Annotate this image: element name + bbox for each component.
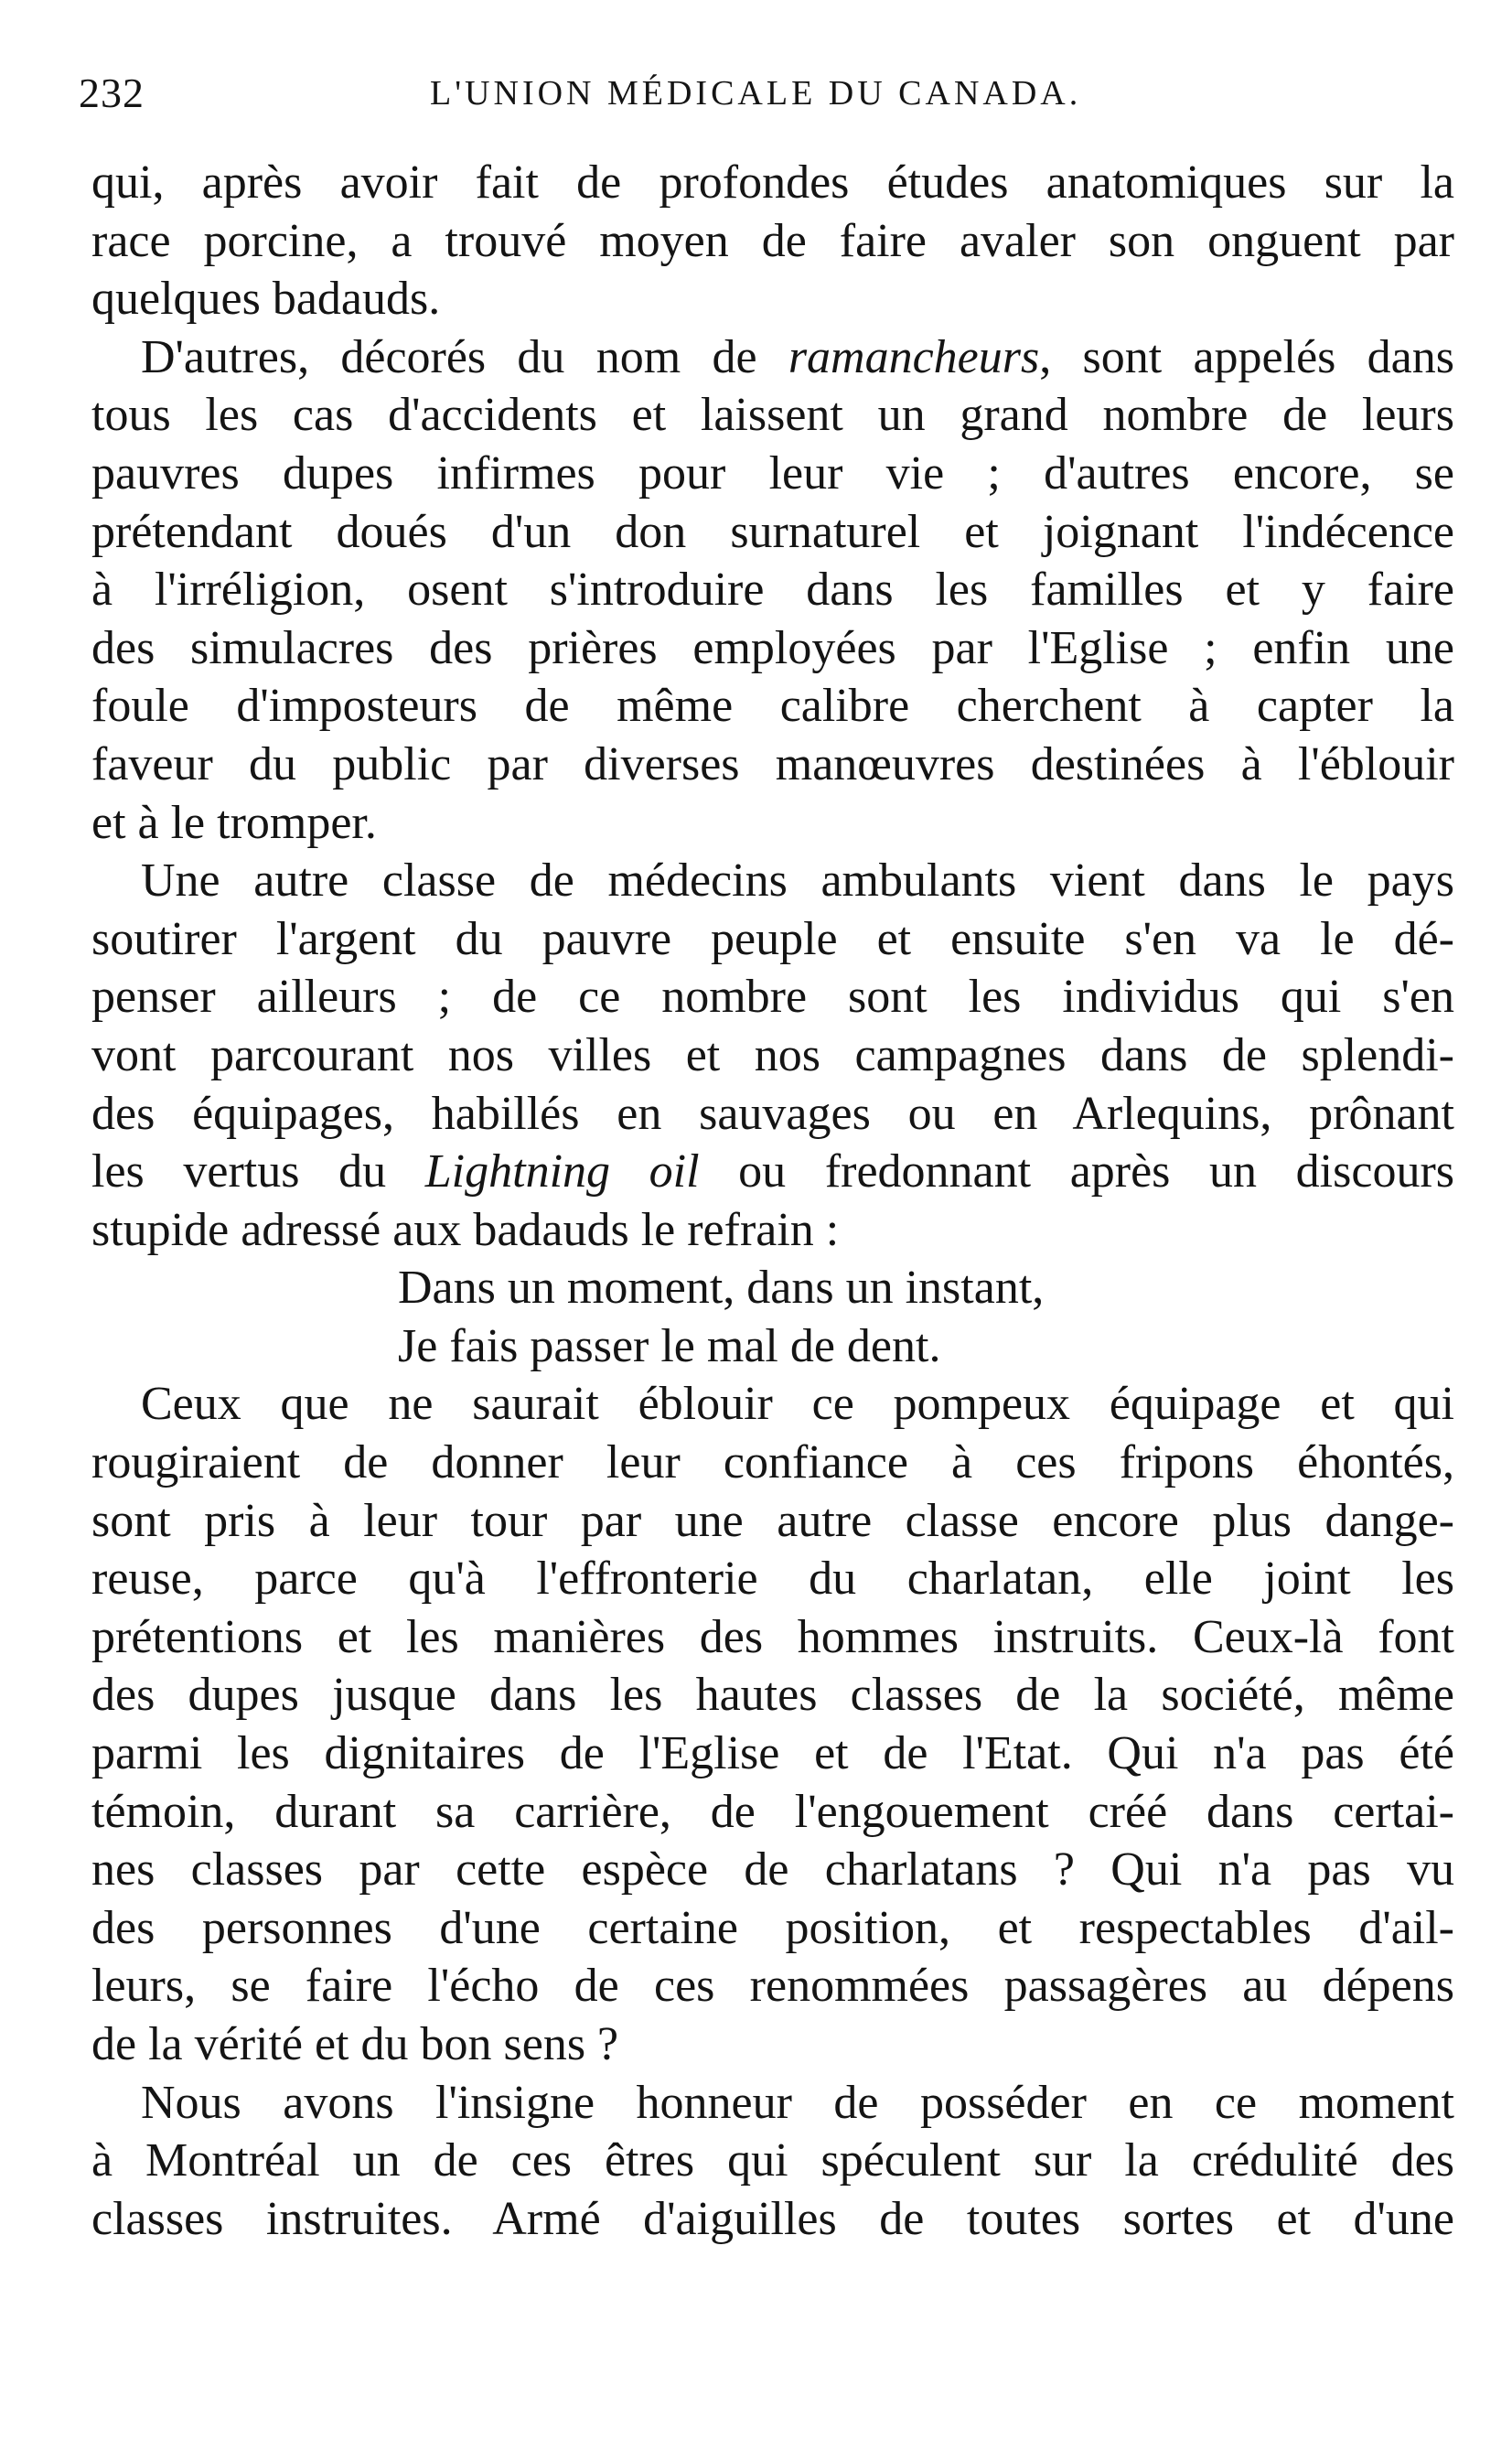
text-line: à l'irréligion, osent s'introduire dans les familles et y faire: [91, 564, 1454, 617]
text-line: faveur du public par diverses manœuvres destinées à l'éblouir: [91, 737, 1454, 790]
text-line: témoin, durant sa carrière, de l'engouement créé dans certai-: [91, 1785, 1454, 1838]
page-number: 232: [79, 70, 145, 116]
text-line: Une autre classe de médecins ambulants vient dans le pays: [141, 854, 1454, 908]
text-line: [91, 1143, 1454, 1201]
text-segment: , sont appelés dans: [1039, 330, 1454, 383]
text-line: stupide adressé aux badauds le refrain :: [91, 1203, 840, 1256]
text-line: des dupes jusque dans les hautes classes de la société, même: [91, 1669, 1454, 1722]
text-line: pauvres dupes infirmes pour leur vie ; d'autres encore, se: [91, 446, 1454, 500]
page-header: [0, 66, 1512, 121]
text-line: des simulacres des prières employées par l'Eglise ; enfin une: [91, 621, 1454, 674]
text-segment: D'autres, décorés du nom de: [141, 330, 788, 383]
body-text: [91, 154, 1454, 2248]
text-line: de la vérité et du bon sens ?: [91, 2018, 619, 2070]
text-line: classes instruites. Armé d'aiguilles de toutes sortes et d'une: [91, 2192, 1454, 2245]
text-line: tous les cas d'accidents et laissent un grand nombre de leurs: [91, 389, 1454, 442]
text-segment: les vertus du: [91, 1145, 425, 1198]
text-line: race porcine, a trouvé moyen de faire avaler son onguent par: [91, 214, 1454, 267]
text-line: prétendant doués d'un don surnaturel et joignant l'indécence: [91, 505, 1454, 558]
text-line: quelques badauds.: [91, 273, 441, 326]
text-segment: ou fredonnant après un discours: [699, 1145, 1454, 1198]
text-line: foule d'imposteurs de même calibre cherchent à capter la: [91, 680, 1454, 733]
text-line: [91, 328, 1454, 387]
italic-term: ramancheurs: [788, 330, 1040, 383]
text-line: à Montréal un de ces êtres qui spéculent sur la crédulité des: [91, 2134, 1454, 2187]
verse-line: Dans un moment, dans un instant,: [398, 1262, 1045, 1315]
verse-line: Je fais passer le mal de dent.: [398, 1319, 941, 1372]
text-line: vont parcourant nos villes et nos campagnes dans de splendi-: [91, 1028, 1454, 1081]
text-line: prétentions et les manières des hommes instruits. Ceux-là font: [91, 1610, 1454, 1663]
text-line: penser ailleurs ; de ce nombre sont les individus qui s'en: [91, 971, 1454, 1024]
text-line: qui, après avoir fait de profondes études anatomiques sur la: [91, 156, 1454, 209]
italic-term: Lightning oil: [424, 1145, 700, 1198]
text-line: Ceux que ne saurait éblouir ce pompeux équipage et qui: [141, 1378, 1454, 1431]
text-line: sont pris à leur tour par une autre classe encore plus dange-: [91, 1494, 1454, 1547]
text-line: leurs, se faire l'écho de ces renommées passagères au dépens: [91, 1960, 1454, 2013]
text-line: des équipages, habillés en sauvages ou en Arlequins, prônant: [91, 1087, 1454, 1140]
text-line: soutirer l'argent du pauvre peuple et ensuite s'en va le dé-: [91, 912, 1454, 965]
running-title: L'UNION MÉDICALE DU CANADA.: [430, 74, 1082, 113]
text-line: reuse, parce qu'à l'effronterie du charlatan, elle joint les: [91, 1553, 1454, 1606]
text-line: rougiraient de donner leur confiance à ces fripons éhontés,: [91, 1436, 1454, 1489]
text-line: nes classes par cette espèce de charlatans ? Qui n'a pas vu: [91, 1843, 1454, 1897]
text-line: des personnes d'une certaine position, et respectables d'ail-: [91, 1901, 1454, 1954]
text-line: Nous avons l'insigne honneur de posséder en ce moment: [141, 2076, 1454, 2129]
text-line: parmi les dignitaires de l'Eglise et de l'Etat. Qui n'a pas été: [91, 1727, 1454, 1780]
text-line: et à le tromper.: [91, 796, 377, 849]
